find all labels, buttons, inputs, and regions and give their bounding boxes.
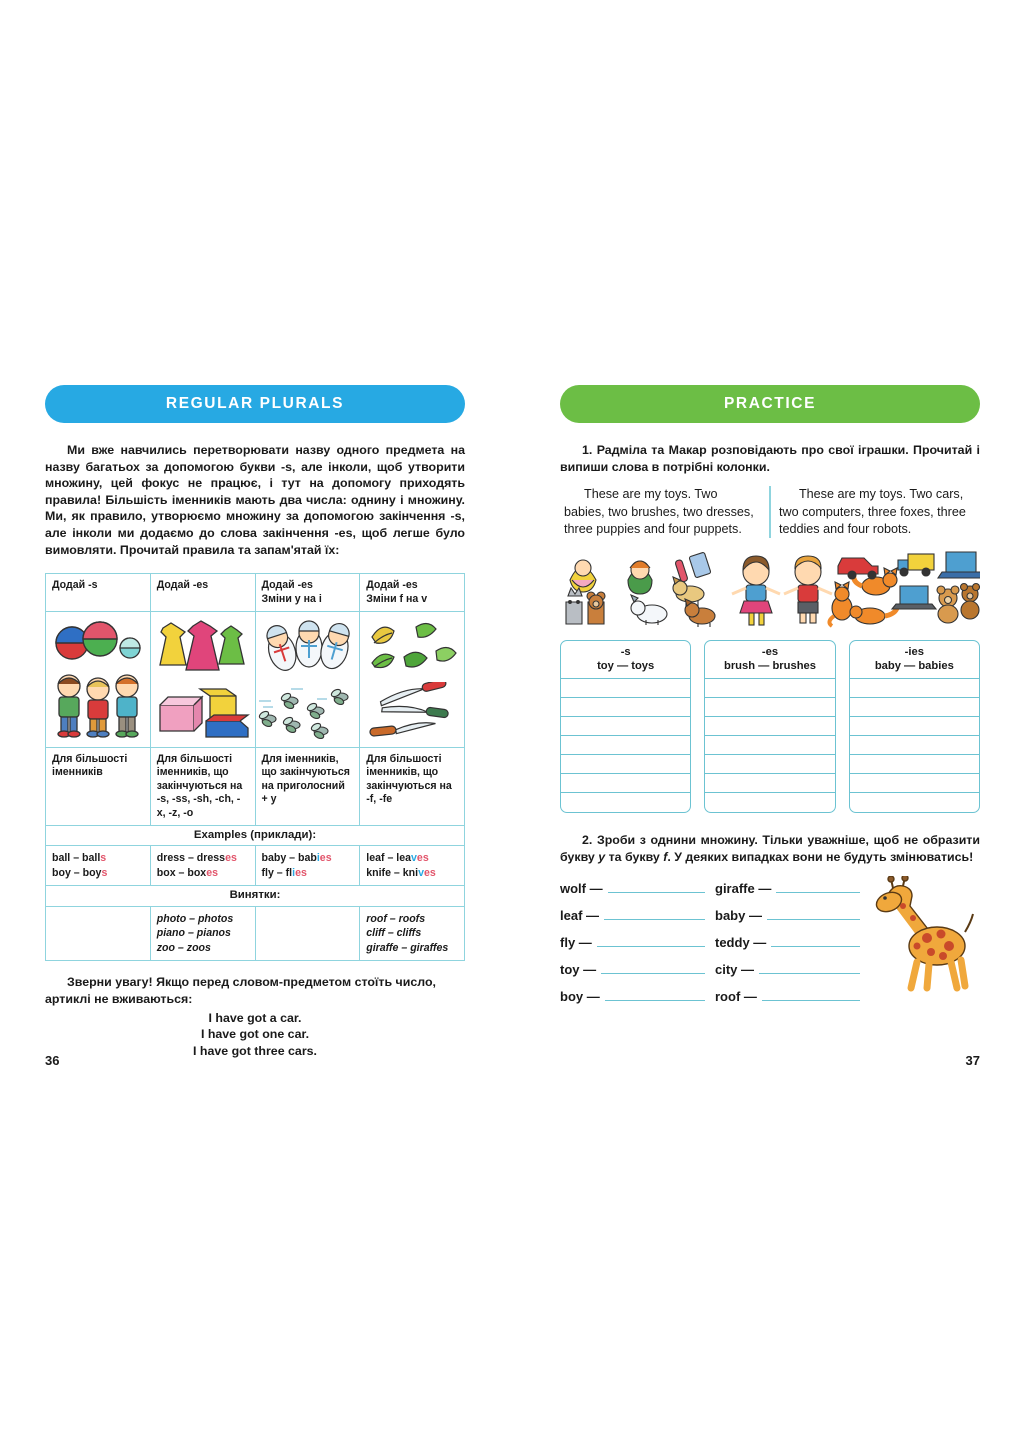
- banner-title: REGULAR PLURALS: [165, 395, 345, 412]
- exception-word: photo – photos: [156, 912, 234, 925]
- write-line[interactable]: [561, 736, 690, 755]
- rule-description-3: Для іменників, що закінчуються на приголосний + y: [255, 747, 360, 825]
- example-word: ball – ball: [52, 852, 101, 865]
- teddy-icon-1: [937, 586, 959, 623]
- column-example: toy — toys: [597, 660, 655, 673]
- table-examples-label-row: [46, 826, 465, 846]
- intro-paragraph: Ми вже навчились перетворювати назву одного предмета на назву багатьох за допомогою букви -s, але інколи, щоб утворити множину, цей фокус не працює, і тут на допомогу приходять правила! Більшість іменників мають два числа: однину і множину. Ми, як правило, утворюємо множину за допомогою закінчення -s, але інколи ми додаємо до слова закінчення -es, щоб легше було вимовляти. Прочитай правила та запам'ятай їх:: [45, 443, 465, 557]
- boys-illustration: [49, 672, 147, 738]
- illustration-cell-balls-boys: [46, 611, 151, 747]
- write-line[interactable]: [561, 717, 690, 736]
- exercise-2-text-b: та букву: [605, 850, 664, 864]
- word-label: city —: [715, 961, 755, 977]
- example-red: s: [101, 866, 108, 879]
- header-change-text: Зміни: [366, 592, 400, 605]
- word-column-right: [715, 880, 870, 1015]
- rule-description-1: Для більшості іменників: [46, 747, 151, 825]
- word-row: [560, 934, 715, 961]
- write-line[interactable]: [561, 793, 690, 812]
- column-example: brush — brushes: [723, 660, 816, 673]
- header-suffix: -es: [297, 579, 313, 592]
- illustration-cell-leaves-knives: [360, 611, 465, 747]
- write-line[interactable]: [561, 755, 690, 774]
- answer-blank[interactable]: [608, 880, 705, 893]
- example-sentences: [45, 1010, 465, 1060]
- word-row: [715, 907, 870, 934]
- column-example: baby — babies: [874, 660, 954, 673]
- dresses-illustration: [155, 618, 251, 676]
- rule-description-4: Для більшості іменників, що закінчуються на -f, -fe: [360, 747, 465, 825]
- example-red: es: [225, 852, 237, 865]
- exercise-1-text: Радміла та Макар розповідають про свої іграшки. Прочитай і випиши слова в потрібні колонки.: [560, 443, 980, 474]
- balls-illustration: [52, 621, 144, 661]
- word-label: wolf —: [560, 880, 603, 896]
- laptop-icon-2: [892, 586, 936, 609]
- header-suffix: -es: [192, 579, 209, 592]
- puppet-cat-icon: [566, 588, 582, 624]
- example-blue: v: [411, 852, 417, 865]
- left-page: [45, 385, 465, 1440]
- write-line[interactable]: [705, 679, 834, 698]
- page-number-right: 37: [965, 1053, 980, 1068]
- doll-icon: [570, 560, 596, 592]
- write-line[interactable]: [705, 755, 834, 774]
- write-line[interactable]: [850, 755, 979, 774]
- table-exceptions-row: [46, 906, 465, 961]
- write-line[interactable]: [850, 717, 979, 736]
- answer-blank[interactable]: [776, 880, 860, 893]
- page-number-left: 36: [45, 1053, 60, 1068]
- exercise-2-instruction: [560, 832, 980, 865]
- examples-cell-3: [255, 846, 360, 886]
- write-line[interactable]: [705, 793, 834, 812]
- answer-column-s[interactable]: [560, 640, 691, 813]
- exercise-1-instruction: [560, 442, 980, 475]
- answer-column-ies[interactable]: [849, 640, 980, 813]
- header-suffix: -es: [402, 579, 418, 592]
- examples-cell-2: [150, 846, 255, 886]
- table-description-row: [46, 747, 465, 825]
- examples-cell-4: [360, 846, 465, 886]
- write-line[interactable]: [850, 774, 979, 793]
- knives-illustration: [362, 682, 462, 740]
- car-icon: [838, 558, 878, 579]
- doll-green-icon: [628, 561, 652, 594]
- illustration-cell-dresses-boxes: [150, 611, 255, 747]
- teddy-icon-2: [961, 584, 980, 620]
- header-change-text: Зміни: [261, 592, 295, 605]
- write-line[interactable]: [850, 698, 979, 717]
- write-line[interactable]: [705, 698, 834, 717]
- table-header-row: [46, 574, 465, 612]
- exercise-1-number: 1.: [582, 443, 593, 457]
- column-suffix: -ies: [904, 646, 924, 659]
- word-label: teddy —: [715, 934, 767, 950]
- word-row: [715, 880, 870, 907]
- exceptions-label: Винятки:: [46, 886, 465, 906]
- exercise-2-text-a: Зроби з однини множину. Тільки уважніше, щоб не образити букву: [560, 833, 980, 864]
- example-red: es: [319, 852, 332, 865]
- truck-icon: [898, 554, 934, 576]
- example-red: es: [206, 866, 218, 879]
- write-line[interactable]: [850, 793, 979, 812]
- table-image-row: [46, 611, 465, 747]
- example-red: es: [295, 866, 307, 879]
- puppet-bear-icon: [587, 592, 605, 624]
- word-label: boy —: [560, 988, 600, 1004]
- rule-description-2: Для більшості іменників, що закінчуються на -s, -ss, -sh, -ch, -x, -z, -o: [150, 747, 255, 825]
- exercise-2-number: 2.: [582, 833, 593, 848]
- laptop-icon-1: [938, 552, 980, 578]
- practice-banner: [560, 385, 980, 423]
- header-to-letter: i: [318, 592, 322, 605]
- write-line[interactable]: [561, 698, 690, 717]
- rule-header-cell-3: [255, 574, 360, 612]
- example-word: box – box: [156, 866, 207, 879]
- sentence-2: I have got one car.: [200, 1027, 310, 1042]
- fox-icon-1: [829, 582, 852, 626]
- word-row: [715, 988, 870, 1015]
- answer-blank[interactable]: [605, 988, 705, 1001]
- answer-blank[interactable]: [759, 961, 860, 974]
- speech-makar: These are my toys. Two cars, two computers, three foxes, three teddies and four robots.: [778, 487, 966, 536]
- write-line[interactable]: [705, 774, 834, 793]
- write-line[interactable]: [705, 717, 834, 736]
- examples-cell-1: [46, 846, 151, 886]
- regular-plurals-banner: [45, 385, 465, 423]
- babies-illustration: [259, 620, 355, 672]
- exception-word: giraffe – giraffes: [366, 941, 449, 954]
- word-row: [715, 961, 870, 988]
- header-na: на: [403, 592, 422, 605]
- word-label: baby —: [715, 907, 762, 923]
- fox-icon-3: [850, 606, 897, 624]
- word-label: giraffe —: [715, 880, 772, 896]
- dog-brown-icon: [685, 599, 715, 627]
- column-suffix: -es: [761, 646, 779, 659]
- example-word: fly – fl: [261, 866, 293, 879]
- plural-rules-table: [45, 573, 465, 961]
- banner-title: PRACTICE: [723, 395, 817, 412]
- table-examples-row: [46, 846, 465, 886]
- letter-f: f: [663, 850, 668, 864]
- exception-word: zoo – zoos: [156, 941, 211, 954]
- toys-illustration: [560, 546, 980, 628]
- flies-illustration: [257, 683, 357, 739]
- exceptions-cell-3: [255, 906, 360, 961]
- girl-icon: [732, 556, 780, 625]
- sentence-1: I have got a car.: [208, 1010, 302, 1025]
- boxes-illustration: [154, 683, 252, 741]
- examples-label: Examples (приклади):: [46, 826, 465, 846]
- column-header-ies: [850, 641, 979, 679]
- rule-header-cell-4: [360, 574, 465, 612]
- header-from-letter: y: [294, 592, 301, 605]
- answer-columns: [560, 640, 980, 813]
- example-red: es: [416, 852, 429, 865]
- word-label: toy —: [560, 961, 597, 977]
- example-blue: i: [316, 852, 320, 865]
- brush-icon: [675, 552, 711, 582]
- header-text: Додай: [366, 579, 403, 592]
- sentence-3: I have got three cars.: [193, 1043, 317, 1058]
- answer-blank[interactable]: [597, 934, 705, 947]
- answer-blank[interactable]: [762, 988, 860, 1001]
- answer-blank[interactable]: [767, 907, 860, 920]
- exceptions-cell-1: [46, 906, 151, 961]
- write-line[interactable]: [850, 736, 979, 755]
- example-blue: i: [292, 866, 296, 879]
- letter-y: y: [598, 850, 606, 864]
- word-row: [560, 880, 715, 907]
- example-red: s: [100, 852, 107, 865]
- word-row: [715, 934, 870, 961]
- word-row: [560, 988, 715, 1015]
- word-label: roof —: [715, 988, 757, 1004]
- attention-note: Зверни увагу! Якщо перед словом-предметом стоїть число, артиклі не вживаються:: [45, 975, 436, 1006]
- header-suffix: -s: [88, 579, 98, 592]
- write-line[interactable]: [850, 679, 979, 698]
- rule-header-cell-2: [150, 574, 255, 612]
- exception-word: roof – roofs: [366, 912, 426, 925]
- exception-word: piano – pianos: [156, 927, 231, 940]
- leaves-illustration: [364, 619, 460, 675]
- illustration-cell-babies-flies: [255, 611, 360, 747]
- answer-blank[interactable]: [604, 907, 705, 920]
- speech-radmila: These are my toys. Two babies, two brushes, two dresses, three puppies and four puppets.: [564, 487, 754, 536]
- example-red: es: [423, 866, 436, 879]
- word-column-left: [560, 880, 715, 1015]
- word-row: [560, 961, 715, 988]
- word-transformation-list: [560, 880, 980, 1015]
- write-line[interactable]: [561, 679, 690, 698]
- example-word: leaf – lea: [366, 852, 412, 865]
- exceptions-cell-2: [150, 906, 255, 961]
- toy-descriptions: [560, 486, 980, 538]
- write-line[interactable]: [561, 774, 690, 793]
- answer-column-es[interactable]: [704, 640, 835, 813]
- column-header-s: [561, 641, 690, 679]
- header-from-letter: f: [399, 592, 404, 605]
- word-label: fly —: [560, 934, 592, 950]
- header-text: Додай: [156, 579, 193, 592]
- example-word: baby – bab: [261, 852, 317, 865]
- header-text: Додай: [261, 579, 298, 592]
- example-word: knife – kni: [366, 866, 419, 879]
- header-to-letter: v: [421, 592, 428, 605]
- exception-word: cliff – cliffs: [366, 927, 422, 940]
- write-line[interactable]: [705, 736, 834, 755]
- word-row: [560, 907, 715, 934]
- exercise-2-text-c: . У деяких випадках вони не будуть змінюватись!: [667, 850, 974, 864]
- column-suffix: -s: [620, 646, 631, 659]
- column-header-es: [705, 641, 834, 679]
- dog-white-icon: [631, 595, 667, 625]
- rule-header-cell-1: [46, 574, 151, 612]
- example-word: boy – boy: [52, 866, 102, 879]
- example-word: dress – dress: [156, 852, 226, 865]
- table-exceptions-label-row: [46, 886, 465, 906]
- answer-blank[interactable]: [601, 961, 705, 974]
- header-text: Додай: [52, 579, 89, 592]
- giraffe-illustration: [871, 876, 986, 996]
- word-label: leaf —: [560, 907, 600, 923]
- answer-blank[interactable]: [771, 934, 860, 947]
- boy-icon: [784, 556, 832, 623]
- header-na: на: [300, 592, 319, 605]
- exceptions-cell-4: [360, 906, 465, 961]
- right-page: [560, 385, 980, 1440]
- example-blue: v: [418, 866, 424, 879]
